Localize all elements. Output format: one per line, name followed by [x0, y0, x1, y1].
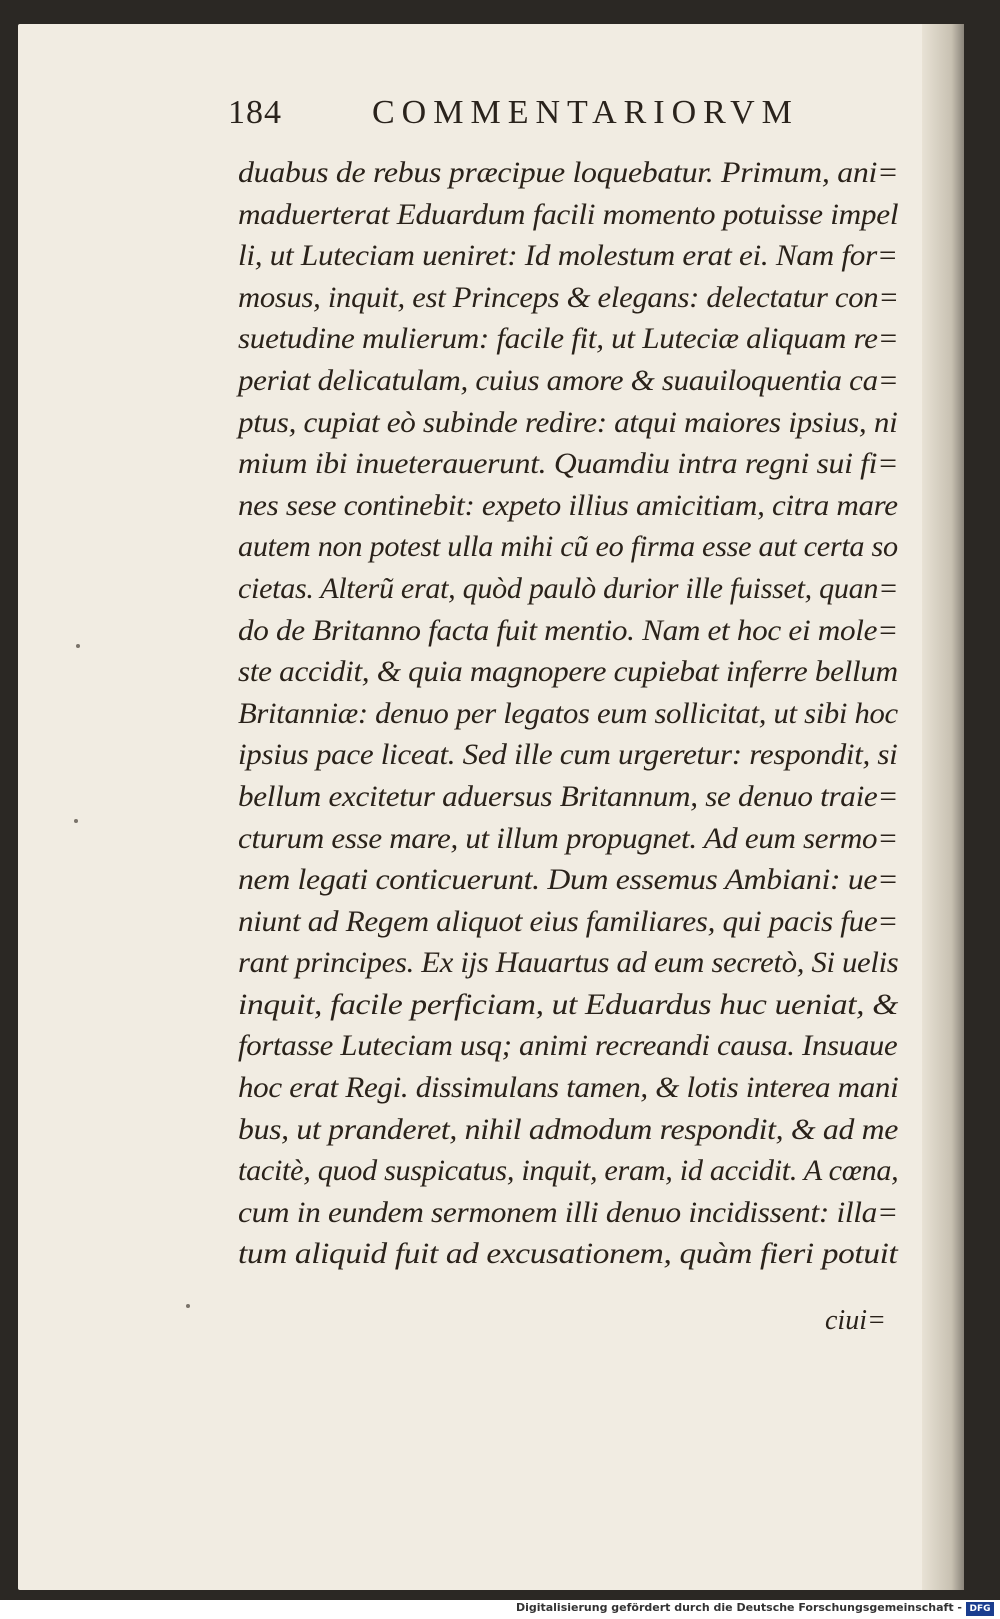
running-title: COMMENTARIORVM — [372, 94, 799, 131]
catchword: ciui= — [825, 1305, 886, 1336]
text-line: cietas. Alterũ erat, quòd paulò durior ille fuisset, quan= — [238, 571, 899, 605]
paper-speck — [186, 1304, 190, 1308]
text-line: duabus de rebus præcipue loquebatur. Primum, ani= — [238, 156, 899, 189]
text-line: autem non potest ulla mihi cũ eo firma esse aut certa so — [238, 530, 898, 564]
body-text — [238, 152, 908, 1275]
page-number: 184 — [228, 94, 282, 131]
text-line: suetudine mulierum: facile fit, ut Luteciæ aliquam re= — [238, 322, 899, 356]
funding-credit: Digitalisierung gefördert durch die Deutsche Forschungsgemeinschaft - — [515, 1601, 962, 1614]
text-line: ipsius pace liceat. Sed ille cum urgeretur: respondit, si — [238, 738, 898, 772]
text-line: maduerterat Eduardum facili momento potuisse impel — [238, 197, 899, 231]
dfg-logo: DFG — [966, 1602, 994, 1616]
text-line: cum in eundem sermonem illi denuo incidissent: illa= — [238, 1195, 898, 1229]
text-line: ptus, cupiat eò subinde redire: atqui maiores ipsius, ni — [238, 405, 898, 439]
text-line: fortasse Luteciam usq; animi recreandi causa. Insuaue — [238, 1029, 898, 1063]
text-line: mium ibi inueterauerunt. Quamdiu intra regni sui fi= — [238, 447, 899, 481]
text-line: li, ut Luteciam ueniret: Id molestum erat ei. Nam for= — [238, 239, 898, 273]
paper-speck — [76, 644, 80, 648]
text-line: cturum esse mare, ut illum propugnet. Ad eum sermo= — [238, 821, 898, 855]
text-line: bus, ut pranderet, nihil admodum respondit, & ad me — [238, 1112, 899, 1146]
text-line: niunt ad Regem aliquot eius familiares, qui pacis fue= — [238, 904, 898, 938]
text-line: ste accidit, & quia magnopere cupiebat inferre bellum — [238, 655, 898, 689]
text-line: mosus, inquit, est Princeps & elegans: delectatur con= — [238, 280, 899, 314]
text-line: nem legati conticuerunt. Dum essemus Ambiani: ue= — [238, 863, 899, 897]
text-line: inquit, facile perficiam, ut Eduardus huc ueniat, & — [238, 987, 898, 1021]
text-line: hoc erat Regi. dissimulans tamen, & lotis interea mani — [238, 1071, 899, 1105]
footer-bar — [0, 1600, 1000, 1619]
text-line: tacitè, quod suspicatus, inquit, eram, id accidit. A cœna, — [238, 1154, 899, 1188]
running-head — [228, 88, 918, 144]
text-line: nes sese continebit: expeto illius amicitiam, citra mare — [238, 488, 898, 522]
paper-speck — [74, 819, 78, 823]
text-line: bellum excitetur aduersus Britannum, se denuo traie= — [238, 779, 899, 813]
text-line: Britanniæ: denuo per legatos eum sollicitat, ut sibi hoc — [238, 696, 898, 730]
text-line: tum aliquid fuit ad excusationem, quàm fieri potuit — [238, 1237, 898, 1271]
text-line: periat delicatulam, cuius amore & suauiloquentia ca= — [238, 363, 899, 397]
text-line: rant principes. Ex ijs Hauartus ad eum secretò, Si uelis — [238, 946, 899, 980]
text-line: do de Britanno facta fuit mentio. Nam et hoc ei mole= — [238, 613, 898, 647]
